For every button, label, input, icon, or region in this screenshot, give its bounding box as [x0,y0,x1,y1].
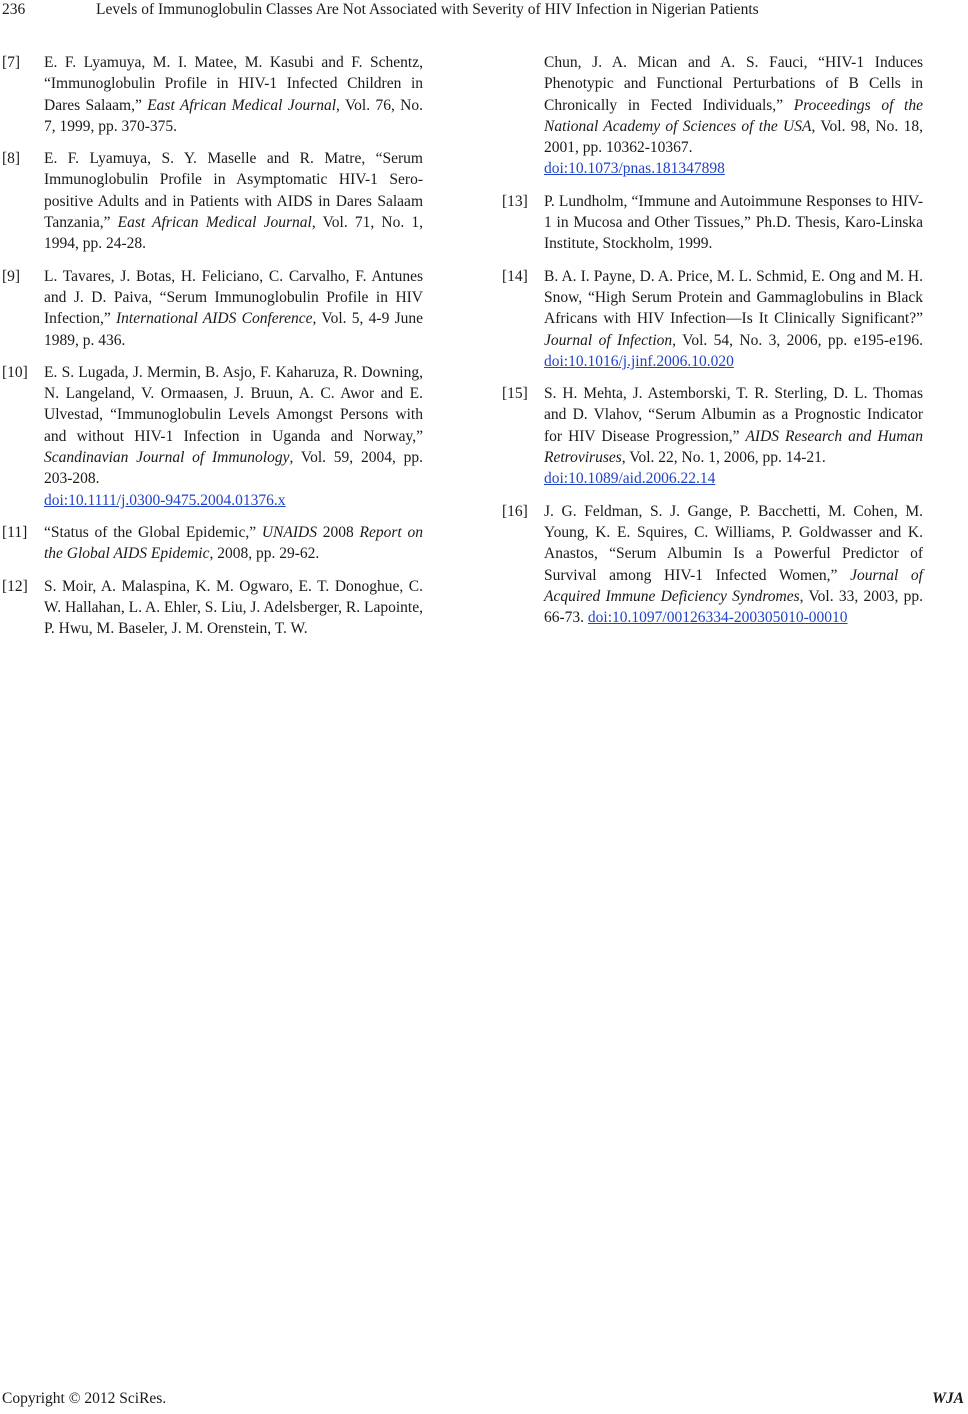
reference-number: [12] [2,577,28,595]
conference-name: International AIDS Conference [115,310,313,328]
reference-number: [8] [2,150,21,168]
doi-link[interactable]: doi:10.1016/j.jinf.2006.10.020 [544,352,734,370]
page-footer [0,1390,968,1414]
reference-details: , Vol. 5, 4-9 June 1989, p. 436. [44,310,424,349]
reference-text: B. A. I. Payne, D. A. Price, M. L. Schmid, E. Ong and M. H. Snow, “High Serum Protein and Gammaglobulins in Black Africans with HIV Infection—Is It Clinically Significant?” [544,267,923,328]
reference-details: , Vol. 22, No. 1, 2006, pp. 14-21. [621,449,826,467]
running-title: Levels of Immunoglobulin Classes Are Not Associated with Severity of HIV Infection in Nigerian Patients [96,1,759,18]
copyright-notice: Copyright © 2012 SciRes. [2,1390,167,1407]
reference-item [2,148,423,254]
page-number: 236 [2,1,26,18]
reference-text: E. S. Lugada, J. Mermin, B. Asjo, F. Kaharuza, R. Downing, N. Langeland, V. Ormaasen, J. Bruun, A. C. Awor and E. Ulvestad, “Immunoglobulin Levels Amongst Persons with and without HIV-1 Infection in Uganda and Norway,” [44,363,423,445]
reference-text: E. F. Lyamuya, M. I. Matee, M. Kasubi and F. Schentz, “Immunoglobulin Profile in HIV-1 Infected Children in Dares Salaam,” [44,54,423,114]
reference-item [502,501,923,629]
reference-item [502,191,923,255]
reference-details: , Vol. 98, No. 18, 2001, pp. 10362-10367. [544,117,923,157]
journal-name: Journal of Acquired Immune Deficiency Syndromes [544,566,923,605]
references-right-column [502,52,923,639]
reference-year: 2008 [316,523,360,541]
reference-details: , Vol. 33, 2003, pp. 66-73. [544,587,923,627]
reference-text: P. Lundholm, “Immune and Autoimmune Responses to HIV-1 in Mucosa and Other Tissues,” Ph.D. Thesis, Karo-Linska Institute, Stockholm, 1999. [544,192,923,253]
reference-details: , Vol. 54, No. 3, 2006, pp. e195-e196. [672,331,923,349]
reference-item-continued [502,52,923,180]
organization-name: UNAIDS [261,523,317,541]
reference-item [2,266,423,351]
journal-name: Journal of Infection [544,331,673,349]
reference-item [502,266,923,372]
reference-text: Chun, J. A. Mican and A. S. Fauci, “HIV-1 Induces Phenotypic and Functional Perturbations of B Cells in Chronically in Fected Individuals,” [544,54,923,114]
reference-item [2,576,423,640]
reference-text: E. F. Lyamuya, S. Y. Maselle and R. Matre, “Serum Immunoglobulin Profile in Asymptomatic HIV-1 Sero-positive Adults and in Patients with AIDS in Dares Salaam Tanzania,” [44,150,423,232]
reference-text: S. Moir, A. Malaspina, K. M. Ogwaro, E. T. Donoghue, C. W. Hallahan, L. A. Ehler, S. Liu, J. Adelsberger, R. Lapointe, P. Hwu, M. Baseler, J. M. Orenstein, T. W. [44,577,423,638]
reference-number: [7] [2,54,21,71]
report-title: Report on the Global AIDS Epidemic [44,523,423,563]
reference-details: , Vol. 71, No. 1, 1994, pp. 24-28. [44,214,424,253]
reference-item [502,383,923,489]
reference-number: [15] [502,385,528,403]
reference-number: [13] [502,192,528,210]
reference-item [2,362,423,511]
reference-text: L. Tavares, J. Botas, H. Feliciano, C. Carvalho, F. Antunes and J. D. Paiva, “Serum Immunoglobulin Profile in HIV Infection,” [44,267,423,328]
doi-link[interactable]: doi:10.1111/j.0300-9475.2004.01376.x [44,491,286,509]
reference-number: [9] [2,267,21,285]
reference-item [2,522,423,565]
doi-link[interactable]: doi:10.1089/aid.2006.22.14 [544,470,716,488]
journal-name: AIDS Research and Human Retroviruses [544,427,923,467]
reference-text: J. G. Feldman, S. J. Gange, P. Bacchetti, M. Cohen, M. Young, K. E. Squires, C. Williams, P. Goldwasser and K. Anastos, “Serum Albumin Is a Powerful Predictor of Survival among HIV-1 Infected Women,” [544,502,923,584]
doi-link[interactable]: doi:10.1073/pnas.181347898 [544,160,725,178]
running-header [0,0,968,22]
reference-details: , 2008, pp. 29-62. [209,545,320,563]
journal-name: Scandinavian Journal of Immunology [44,449,290,467]
reference-number: [10] [2,363,28,381]
references-left-column [2,52,423,650]
reference-number: [16] [502,502,528,520]
reference-item [2,52,423,137]
journal-name: East African Medical Journal [117,214,312,232]
journal-name: Proceedings of the National Academy of Sciences of the USA [544,96,923,135]
reference-details: , Vol. 59, 2004, pp. 203-208. [44,449,423,488]
doi-link[interactable]: doi:10.1097/00126334-200305010-00010 [587,609,848,627]
reference-text: “Status of the Global Epidemic,” [44,523,262,541]
reference-number: [11] [2,523,28,541]
reference-details: , Vol. 76, No. 7, 1999, pp. 370-375. [44,96,423,135]
journal-name: East African Medical Journal [147,96,337,114]
journal-abbreviation: WJA [932,1390,964,1407]
reference-text: S. H. Mehta, J. Astemborski, T. R. Sterling, D. L. Thomas and D. Vlahov, “Serum Albumin as a Prognostic Indicator for HIV Disease Progression,” [544,385,923,445]
reference-number: [14] [502,267,528,285]
